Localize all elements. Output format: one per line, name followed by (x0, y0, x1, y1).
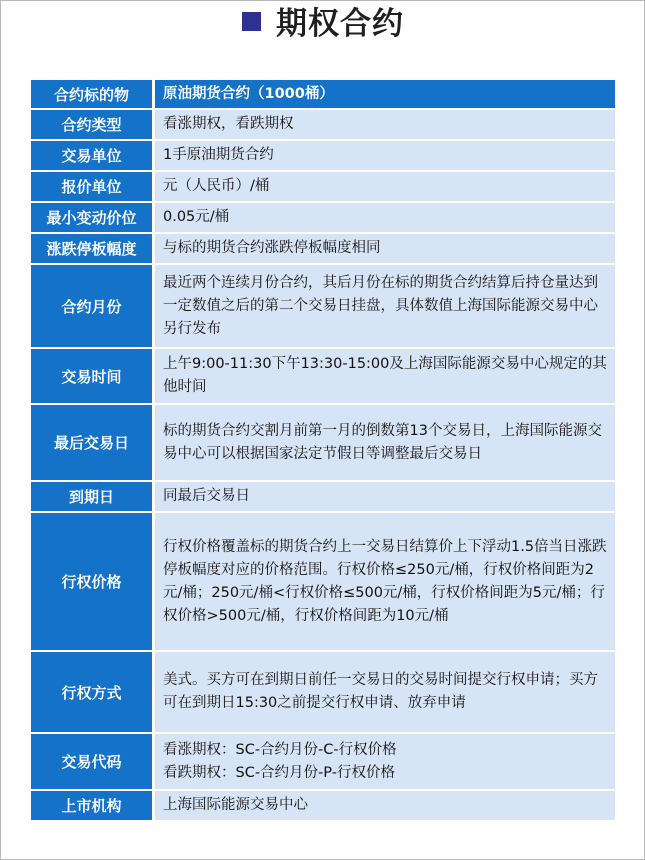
contract-spec-table (31, 78, 615, 822)
table-row (31, 172, 615, 201)
row-value: 同最后交易日 (155, 482, 615, 511)
row-value (155, 734, 615, 789)
row-label: 上市机构 (31, 791, 155, 820)
row-label: 到期日 (31, 482, 155, 511)
row-value: 0.05元/桶 (155, 203, 615, 232)
row-value: 看涨期权，看跌期权 (155, 110, 615, 139)
row-value: 原油期货合约（1000桶） (155, 80, 615, 108)
row-value: 元（人民币）/桶 (155, 172, 615, 201)
table-row (31, 110, 615, 139)
row-label: 报价单位 (31, 172, 155, 201)
row-label: 最后交易日 (31, 405, 155, 480)
row-value: 1手原油期货合约 (155, 141, 615, 170)
trading-code-call: 看涨期权：SC-合约月份-C-行权价格 (163, 741, 397, 758)
row-label: 行权方式 (31, 652, 155, 732)
table-row (31, 405, 615, 480)
row-value: 与标的期货合约涨跌停板幅度相同 (155, 234, 615, 263)
page-title: 期权合约 (276, 6, 404, 42)
row-label: 合约标的物 (31, 80, 155, 108)
row-value: 行权价格覆盖标的期货合约上一交易日结算价上下浮动1.5倍当日涨跌停板幅度对应的价格范围。行权价格≤250元/桶，行权价格间距为2元/桶；250元/桶<行权价格≤500元/桶，行权价格间距为5元/桶；行权价格>500元/桶，行权价格间距为10元/桶 (155, 513, 615, 650)
trading-code-put: 看跌期权：SC-合约月份-P-行权价格 (163, 764, 395, 781)
table-row (31, 513, 615, 650)
row-label: 交易单位 (31, 141, 155, 170)
row-label: 最小变动价位 (31, 203, 155, 232)
table-row (31, 80, 615, 108)
table-row (31, 734, 615, 789)
table-row (31, 203, 615, 232)
table-row (31, 482, 615, 511)
table-row (31, 141, 615, 170)
row-label: 交易代码 (31, 734, 155, 789)
row-value: 标的期货合约交割月前第一月的倒数第13个交易日，上海国际能源交易中心可以根据国家法定节假日等调整最后交易日 (155, 405, 615, 480)
page-header (0, 0, 645, 62)
table-row (31, 791, 615, 820)
row-label: 交易时间 (31, 349, 155, 403)
row-label: 行权价格 (31, 513, 155, 650)
row-label: 合约类型 (31, 110, 155, 139)
row-label: 涨跌停板幅度 (31, 234, 155, 263)
title-bullet-square (242, 12, 261, 31)
row-value: 美式。买方可在到期日前任一交易日的交易时间提交行权申请；买方可在到期日15:30之前提交行权申请、放弃申请 (155, 652, 615, 732)
table-row (31, 234, 615, 263)
table-row (31, 265, 615, 347)
table-row (31, 349, 615, 403)
row-label: 合约月份 (31, 265, 155, 347)
row-value: 上海国际能源交易中心 (155, 791, 615, 820)
table-row (31, 652, 615, 732)
row-value: 最近两个连续月份合约，其后月份在标的期货合约结算后持仓量达到一定数值之后的第二个交易日挂盘，具体数值上海国际能源交易中心另行发布 (155, 265, 615, 347)
row-value: 上午9:00-11:30下午13:30-15:00及上海国际能源交易中心规定的其他时间 (155, 349, 615, 403)
